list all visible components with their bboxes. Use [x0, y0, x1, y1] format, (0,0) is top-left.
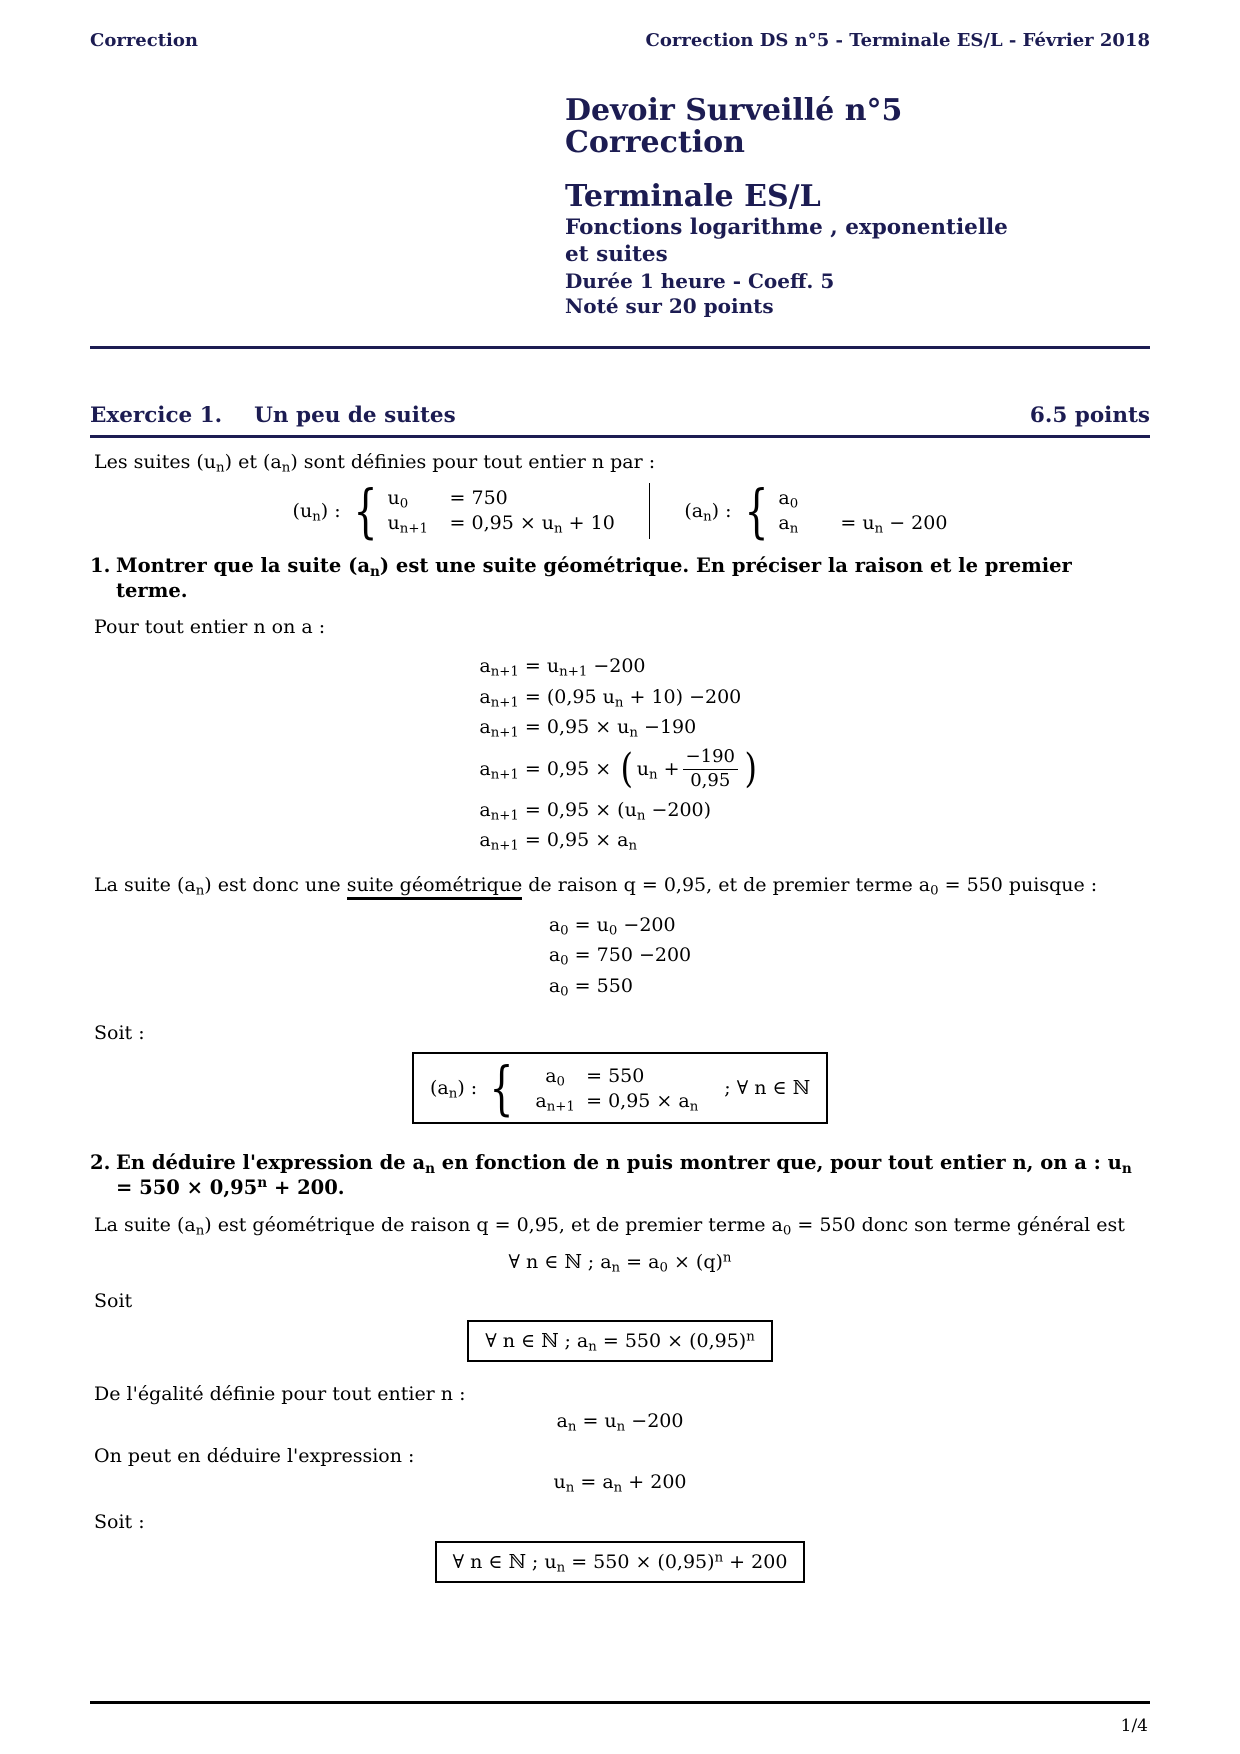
document-title-line1: Devoir Surveillé n°5 [565, 93, 903, 128]
derivation-wrapper [90, 640, 1150, 860]
boxed-un-wrapper [90, 1533, 1150, 1583]
soit-label-1: Soit : [94, 1021, 145, 1044]
a0-wrapper [90, 899, 1150, 1006]
exercise-title: Un peu de suites [254, 402, 456, 428]
a0-step: $a_0 = 550$ [548, 975, 633, 1000]
derivation-step: $a_{n+1} = 0,95 \times (u_n -200)$ [479, 798, 712, 824]
system-row: $a_n$ = $u_n - 200$ [778, 512, 948, 537]
derivation-step: $a_{n+1} = 0,95 \times a_n$ [479, 829, 638, 855]
eq-an-un: $a_n = u_n -200$ [556, 1409, 684, 1435]
question-1-number: 1. [90, 553, 111, 577]
system-a-rows [778, 487, 948, 537]
question-1-text: Montrer que la suite $(a_n)$ est une suite géométrique. En préciser la raison et le premier terme. [116, 553, 1072, 602]
a0-step: $a_0 = u_0 -200$ [548, 913, 676, 939]
derivation-step: $a_{n+1} = u_{n+1} -200$ [479, 654, 646, 680]
left-brace-glyph: { [353, 476, 378, 545]
exercise-points: 6.5 points [1029, 402, 1150, 428]
eq-un-an: $u_n = a_n + 200$ [553, 1471, 687, 1496]
system-row: $u_0$ = 750 [387, 487, 508, 512]
derivation-step: $a_{n+1} = (0,95$ $u_n + 10) -200$ [479, 685, 742, 711]
egalite-lead: De l'égalité définie pour tout entier n : [94, 1383, 466, 1406]
general-term-formula: ∀ n ∈ ℕ ; $a_n = a_0 \times (q)^n$ [508, 1249, 732, 1276]
system-row: $a_0$ [778, 487, 799, 512]
boxed-un-formula: ∀ n ∈ ℕ ; $u_n = 550 \times (0,95)^n + 200$ [435, 1541, 806, 1583]
left-brace-glyph: { [743, 476, 768, 545]
subject-line: Fonctions logarithme , exponentielle et suites [565, 215, 1008, 268]
derivation-block [479, 648, 760, 860]
system-u-rows [387, 487, 615, 537]
close-paren-glyph: ) [744, 746, 758, 793]
system-row: $a_0$ = 550 [545, 1064, 645, 1090]
class-level: Terminale ES/L [565, 178, 821, 214]
a0-step: $a_0 = 750 -200$ [548, 944, 692, 970]
quantifier-suffix: ; ∀ n ∈ ℕ [724, 1077, 810, 1100]
system-row: $u_{n+1}$ = $0,95 \times u_n + 10$ [387, 512, 615, 537]
boxed-system: $(a_n)$ : { $a_0$ = 550 $a_{n+1}$ = $0,95 \times a_n$ ; ∀ n ∈ ℕ [412, 1052, 828, 1124]
document-title [565, 95, 1033, 159]
left-brace-glyph: { [489, 1053, 514, 1122]
open-paren-glyph: ( [620, 746, 634, 793]
header-right-text: Correction DS n°5 - Terminale ES/L - Février 2018 [645, 30, 1150, 51]
a0-block [549, 907, 691, 1006]
system-row: $a_{n+1}$ = $0,95 \times a_n$ [535, 1089, 699, 1115]
conclusion-sentence: La suite $(a_n)$ est donc une suite géométrique de raison q = 0,95, et de premier terme $a_0 = 550$ puisque : [94, 874, 1098, 899]
exercise-label: Exercice 1. [90, 402, 223, 428]
boxed-an-wrapper [90, 1312, 1150, 1362]
derivation-step: $a_{n+1} = 0,95 \times u_n -190$ [479, 716, 697, 742]
soit-label-3: Soit : [94, 1510, 145, 1533]
points-line: Noté sur 20 points [565, 293, 774, 318]
running-header [90, 30, 1150, 51]
boxed-an-formula: ∀ n ∈ ℕ ; $a_n = 550 \times (0,95)^n$ [467, 1320, 773, 1362]
question-1-lead: Pour tout entier n on a : [94, 616, 326, 639]
system-u-label: $(u_n)$ : [292, 499, 341, 525]
question-2-number: 2. [90, 1151, 111, 1175]
question-2 [90, 1150, 1150, 1201]
document-title-line2: Correction [565, 124, 745, 160]
system-a-label: $(a_n)$ : [684, 499, 732, 525]
intro-paragraph: Les suites $(u_n)$ et $(a_n)$ sont définies pour tout entier n par : [94, 450, 656, 476]
systems-vertical-divider [649, 483, 651, 539]
fraction-denominator: 0,95 [690, 769, 731, 791]
exercise-heading [90, 403, 1150, 438]
title-block [565, 95, 1033, 318]
footer-rule [90, 1701, 1150, 1704]
fraction [683, 747, 738, 791]
question-2-text: En déduire l'expression de $a_n$ en fonction de n puis montrer que, pour tout entier n, on a : $u_n = 550 \times 0,95^n + 200$. [116, 1151, 1132, 1200]
deduire-lead: On peut en déduire l'expression : [94, 1444, 415, 1467]
question-2-lead: La suite $(a_n)$ est géométrique de raison q = 0,95, et de premier terme $a_0 = 550$ donc son terme général est [94, 1213, 1125, 1239]
definition-systems [90, 476, 1150, 545]
underlined-term: suite géométrique [347, 874, 523, 900]
duration-line: Durée 1 heure - Coeff. 5 [565, 269, 835, 294]
boxed-system-rows [524, 1064, 699, 1115]
header-left-text: Correction [90, 30, 198, 51]
question-1 [90, 553, 1150, 604]
derivation-step-fraction: $a_{n+1} = 0,95$ × ( $u_n$ + $\frac{-190}{0,95}$ ) [479, 746, 758, 793]
system-u [292, 476, 615, 545]
title-divider-rule [90, 346, 1150, 349]
fraction-numerator: −190 [683, 747, 738, 770]
system-a [684, 476, 948, 545]
boxed-system-wrapper [90, 1044, 1150, 1124]
soit-label-2: Soit [94, 1290, 133, 1313]
page-number: 1/4 [1120, 1716, 1148, 1736]
